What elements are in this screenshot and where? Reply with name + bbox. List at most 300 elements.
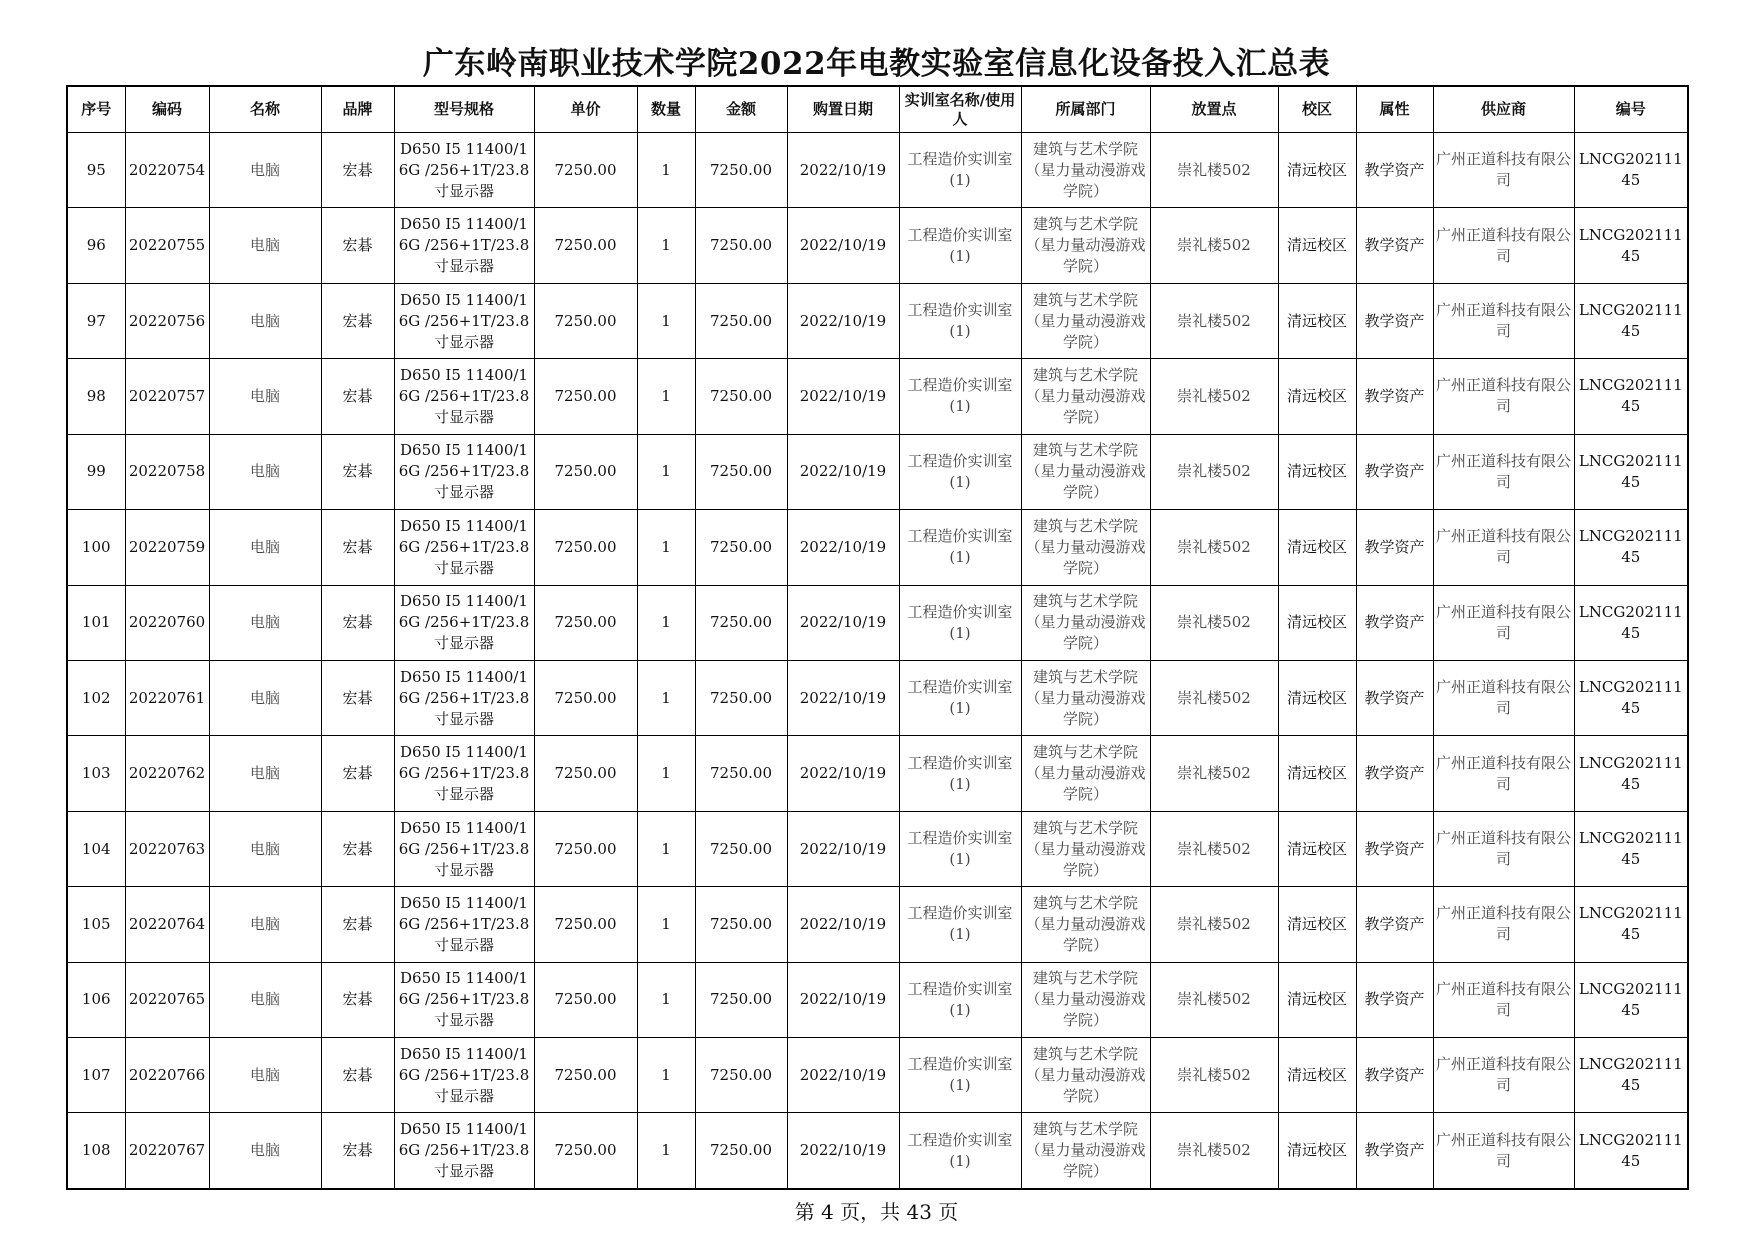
cell-col-code: [125, 283, 209, 358]
cell-text: 清远校区: [1286, 537, 1347, 556]
cell-col-number: [1574, 1113, 1688, 1189]
cell-col-quantity: [637, 359, 695, 434]
cell-text: 20220754: [128, 160, 206, 179]
cell-text: 1: [661, 1065, 671, 1084]
cell-text: 电脑: [249, 537, 280, 556]
cell-col-model: [394, 887, 534, 962]
cell-text: 电脑: [249, 839, 280, 858]
cell-text: 102: [81, 688, 111, 707]
table-row: [67, 660, 1688, 735]
cell-text: 98: [86, 386, 106, 405]
cell-text: 2022/10/19: [799, 914, 887, 933]
cell-text: 广州正道科技有限公司: [1435, 678, 1571, 718]
cell-text: 工程造价实训室(1): [907, 979, 1013, 1019]
cell-text: 电脑: [249, 311, 280, 330]
cell-col-brand: [321, 133, 394, 208]
cell-col-campus: [1278, 510, 1356, 585]
cell-text: 2022/10/19: [799, 311, 887, 330]
cell-col-model: [394, 283, 534, 358]
cell-col-name: [209, 208, 321, 283]
cell-text: 1: [661, 990, 671, 1009]
cell-text: 20220763: [128, 839, 206, 858]
cell-col-campus: [1278, 962, 1356, 1037]
cell-col-supplier: [1433, 510, 1574, 585]
cell-col-quantity: [637, 811, 695, 886]
cell-col-unit-price: [534, 359, 637, 434]
cell-col-department: [1021, 811, 1150, 886]
cell-col-index: [67, 208, 125, 283]
cell-col-name: [209, 962, 321, 1037]
cell-text: 建筑与艺术学院（星力量动漫游戏学院）: [1025, 893, 1146, 954]
cell-text: LNCG20211145: [1578, 904, 1683, 944]
cell-text: 7250.00: [554, 1141, 617, 1160]
cell-text: 教学资产: [1364, 764, 1425, 783]
cell-col-purchase-date: [787, 1038, 899, 1113]
cell-text: 101: [81, 613, 111, 632]
cell-text: 宏碁: [342, 311, 373, 330]
cell-text: 建筑与艺术学院（星力量动漫游戏学院）: [1025, 818, 1146, 879]
cell-col-supplier: [1433, 133, 1574, 208]
cell-text: 7250.00: [709, 990, 773, 1009]
cell-col-campus: [1278, 208, 1356, 283]
cell-text: 教学资产: [1364, 1065, 1425, 1084]
cell-text: 教学资产: [1364, 160, 1425, 179]
cell-text: 清远校区: [1286, 613, 1347, 632]
page-footer: 第 4 页，共 43 页: [794, 1200, 959, 1224]
cell-col-purchase-date: [787, 434, 899, 509]
cell-text: 宏碁: [342, 160, 373, 179]
cell-text: 7250.00: [554, 764, 617, 783]
cell-text: 崇礼楼502: [1177, 839, 1251, 858]
cell-col-number: [1574, 811, 1688, 886]
cell-col-brand: [321, 283, 394, 358]
cell-text: 广州正道科技有限公司: [1435, 527, 1571, 567]
cell-text: 广州正道科技有限公司: [1435, 1055, 1571, 1095]
cell-text: 宏碁: [342, 764, 373, 783]
cell-text: 宏碁: [342, 688, 373, 707]
cell-text: 2022/10/19: [799, 764, 887, 783]
cell-text: 电脑: [249, 914, 280, 933]
cell-text: 电脑: [249, 613, 280, 632]
cell-col-number: [1574, 510, 1688, 585]
table-row: [67, 510, 1688, 585]
cell-col-index: [67, 585, 125, 660]
cell-col-location: [1150, 962, 1278, 1037]
cell-text: 97: [86, 311, 106, 330]
cell-col-index: [67, 283, 125, 358]
cell-text: 广州正道科技有限公司: [1435, 376, 1571, 416]
cell-text: 电脑: [249, 386, 280, 405]
cell-text: D650 I5 11400/16G /256+1T/23.8寸显示器: [398, 1044, 530, 1105]
cell-col-name: [209, 736, 321, 811]
cell-text: 崇礼楼502: [1177, 537, 1251, 556]
cell-text: 20220760: [128, 613, 206, 632]
cell-text: 7250.00: [554, 236, 617, 255]
cell-col-attribute: [1356, 736, 1433, 811]
cell-col-name: [209, 887, 321, 962]
cell-col-attribute: [1356, 887, 1433, 962]
cell-text: D650 I5 11400/16G /256+1T/23.8寸显示器: [398, 441, 530, 502]
cell-col-attribute: [1356, 1113, 1433, 1189]
cell-col-supplier: [1433, 434, 1574, 509]
cell-text: 电脑: [249, 764, 280, 783]
cell-text: 工程造价实训室(1): [907, 1055, 1013, 1095]
cell-text: 7250.00: [554, 688, 617, 707]
cell-text: 1: [661, 839, 671, 858]
cell-col-code: [125, 1038, 209, 1113]
cell-col-attribute: [1356, 359, 1433, 434]
cell-col-amount: [695, 736, 787, 811]
table-row: [67, 283, 1688, 358]
cell-text: 教学资产: [1364, 613, 1425, 632]
cell-col-campus: [1278, 1038, 1356, 1113]
cell-col-model: [394, 133, 534, 208]
cell-text: 7250.00: [709, 1065, 773, 1084]
cell-col-code: [125, 208, 209, 283]
cell-text: 7250.00: [554, 613, 617, 632]
cell-col-code: [125, 736, 209, 811]
cell-text: LNCG20211145: [1578, 753, 1683, 793]
cell-text: 宏碁: [342, 537, 373, 556]
cell-text: D650 I5 11400/16G /256+1T/23.8寸显示器: [398, 893, 530, 954]
cell-col-quantity: [637, 208, 695, 283]
cell-col-quantity: [637, 133, 695, 208]
cell-text: 教学资产: [1364, 914, 1425, 933]
cell-col-room: [899, 811, 1021, 886]
cell-col-unit-price: [534, 887, 637, 962]
cell-col-attribute: [1356, 660, 1433, 735]
cell-text: 7250.00: [554, 839, 617, 858]
cell-col-room: [899, 1038, 1021, 1113]
cell-col-department: [1021, 1038, 1150, 1113]
header-col-department: 所属部门: [1021, 86, 1150, 133]
table-row: [67, 208, 1688, 283]
cell-col-supplier: [1433, 962, 1574, 1037]
cell-col-brand: [321, 1038, 394, 1113]
table-row: [67, 1113, 1688, 1189]
cell-text: 广州正道科技有限公司: [1435, 753, 1571, 793]
cell-text: 工程造价实训室(1): [907, 829, 1013, 868]
cell-text: LNCG20211145: [1578, 829, 1683, 868]
cell-text: 7250.00: [709, 236, 773, 255]
cell-text: 教学资产: [1364, 311, 1425, 330]
cell-col-name: [209, 359, 321, 434]
cell-text: 清远校区: [1286, 1065, 1347, 1084]
cell-text: 7250.00: [554, 914, 617, 933]
cell-text: 100: [81, 537, 111, 556]
cell-text: D650 I5 11400/16G /256+1T/23.8寸显示器: [398, 215, 530, 276]
cell-text: LNCG20211145: [1578, 150, 1683, 190]
cell-text: 建筑与艺术学院（星力量动漫游戏学院）: [1025, 139, 1146, 200]
cell-col-model: [394, 208, 534, 283]
cell-col-number: [1574, 585, 1688, 660]
cell-col-code: [125, 133, 209, 208]
cell-text: 工程造价实训室(1): [907, 527, 1013, 567]
cell-col-campus: [1278, 434, 1356, 509]
cell-text: 20220759: [128, 537, 206, 556]
cell-col-supplier: [1433, 585, 1574, 660]
cell-col-unit-price: [534, 283, 637, 358]
cell-text: 1: [661, 160, 671, 179]
cell-col-number: [1574, 133, 1688, 208]
cell-text: 20220761: [128, 688, 206, 707]
cell-col-campus: [1278, 1113, 1356, 1189]
header-col-number: 编号: [1574, 86, 1688, 133]
cell-col-unit-price: [534, 660, 637, 735]
cell-col-department: [1021, 359, 1150, 434]
cell-col-number: [1574, 962, 1688, 1037]
cell-text: 宏碁: [342, 386, 373, 405]
cell-text: 建筑与艺术学院（星力量动漫游戏学院）: [1025, 365, 1146, 426]
cell-col-department: [1021, 962, 1150, 1037]
cell-col-room: [899, 887, 1021, 962]
header-col-code: 编码: [125, 86, 209, 133]
cell-col-model: [394, 660, 534, 735]
cell-col-code: [125, 1113, 209, 1189]
cell-text: 建筑与艺术学院（星力量动漫游戏学院）: [1025, 516, 1146, 577]
cell-col-room: [899, 359, 1021, 434]
cell-col-location: [1150, 510, 1278, 585]
cell-text: 广州正道科技有限公司: [1435, 225, 1571, 265]
table-row: [67, 133, 1688, 208]
cell-col-attribute: [1356, 962, 1433, 1037]
cell-text: 108: [81, 1141, 111, 1160]
cell-text: 95: [86, 160, 106, 179]
header-col-supplier: 供应商: [1433, 86, 1574, 133]
cell-col-model: [394, 1113, 534, 1189]
cell-text: LNCG20211145: [1578, 225, 1683, 265]
cell-text: 工程造价实训室(1): [907, 301, 1013, 341]
cell-col-purchase-date: [787, 133, 899, 208]
cell-text: 教学资产: [1364, 688, 1425, 707]
header-row: [67, 86, 1688, 133]
cell-text: 工程造价实训室(1): [907, 904, 1013, 944]
cell-text: 20220758: [128, 462, 206, 481]
cell-text: 1: [661, 462, 671, 481]
cell-col-quantity: [637, 1113, 695, 1189]
cell-col-attribute: [1356, 1038, 1433, 1113]
cell-col-department: [1021, 585, 1150, 660]
cell-text: D650 I5 11400/16G /256+1T/23.8寸显示器: [398, 139, 530, 200]
cell-col-model: [394, 510, 534, 585]
cell-text: 2022/10/19: [799, 613, 887, 632]
cell-text: 7250.00: [709, 386, 773, 405]
cell-col-room: [899, 133, 1021, 208]
cell-col-campus: [1278, 133, 1356, 208]
cell-col-department: [1021, 208, 1150, 283]
cell-text: 广州正道科技有限公司: [1435, 979, 1571, 1019]
cell-text: D650 I5 11400/16G /256+1T/23.8寸显示器: [398, 365, 530, 426]
cell-col-location: [1150, 208, 1278, 283]
cell-col-index: [67, 434, 125, 509]
cell-col-name: [209, 811, 321, 886]
cell-col-campus: [1278, 811, 1356, 886]
cell-text: 7250.00: [554, 537, 617, 556]
cell-col-amount: [695, 887, 787, 962]
cell-col-supplier: [1433, 660, 1574, 735]
cell-text: 崇礼楼502: [1177, 1141, 1251, 1160]
cell-text: 教学资产: [1364, 537, 1425, 556]
cell-text: 清远校区: [1286, 688, 1347, 707]
cell-col-index: [67, 1113, 125, 1189]
cell-col-quantity: [637, 660, 695, 735]
cell-col-location: [1150, 811, 1278, 886]
cell-col-code: [125, 359, 209, 434]
cell-text: 7250.00: [709, 462, 773, 481]
cell-col-location: [1150, 133, 1278, 208]
cell-col-model: [394, 962, 534, 1037]
cell-col-purchase-date: [787, 208, 899, 283]
table-row: [67, 585, 1688, 660]
cell-text: 7250.00: [709, 1141, 773, 1160]
cell-text: 20220755: [128, 236, 206, 255]
cell-col-brand: [321, 736, 394, 811]
cell-text: 7250.00: [709, 914, 773, 933]
cell-text: 20220756: [128, 311, 206, 330]
cell-col-index: [67, 359, 125, 434]
cell-text: 清远校区: [1286, 839, 1347, 858]
cell-text: LNCG20211145: [1578, 979, 1683, 1019]
cell-col-attribute: [1356, 208, 1433, 283]
cell-col-location: [1150, 887, 1278, 962]
cell-text: 1: [661, 236, 671, 255]
cell-text: 宏碁: [342, 1065, 373, 1084]
cell-col-brand: [321, 434, 394, 509]
cell-text: D650 I5 11400/16G /256+1T/23.8寸显示器: [398, 969, 530, 1030]
cell-col-supplier: [1433, 1113, 1574, 1189]
cell-col-location: [1150, 736, 1278, 811]
cell-text: 2022/10/19: [799, 236, 887, 255]
header-col-model: 型号规格: [394, 86, 534, 133]
cell-text: 清远校区: [1286, 764, 1347, 783]
cell-col-amount: [695, 1038, 787, 1113]
cell-text: 107: [81, 1065, 111, 1084]
cell-text: LNCG20211145: [1578, 376, 1683, 416]
table-row: [67, 736, 1688, 811]
cell-text: 1: [661, 613, 671, 632]
cell-col-room: [899, 283, 1021, 358]
cell-text: D650 I5 11400/16G /256+1T/23.8寸显示器: [398, 592, 530, 653]
cell-col-name: [209, 133, 321, 208]
cell-text: 96: [86, 236, 106, 255]
cell-col-department: [1021, 133, 1150, 208]
cell-text: 宏碁: [342, 914, 373, 933]
cell-text: 宏碁: [342, 990, 373, 1009]
cell-col-name: [209, 283, 321, 358]
cell-col-number: [1574, 434, 1688, 509]
cell-col-department: [1021, 736, 1150, 811]
cell-text: 7250.00: [709, 537, 773, 556]
cell-col-name: [209, 434, 321, 509]
cell-col-department: [1021, 510, 1150, 585]
cell-text: 教学资产: [1364, 1141, 1425, 1160]
cell-col-brand: [321, 887, 394, 962]
cell-col-purchase-date: [787, 962, 899, 1037]
cell-text: 7250.00: [709, 839, 773, 858]
cell-col-room: [899, 1113, 1021, 1189]
cell-text: 清远校区: [1286, 462, 1347, 481]
cell-text: 电脑: [249, 990, 280, 1009]
cell-col-campus: [1278, 585, 1356, 660]
cell-text: LNCG20211145: [1578, 1055, 1683, 1095]
cell-col-department: [1021, 660, 1150, 735]
cell-col-amount: [695, 510, 787, 585]
cell-text: LNCG20211145: [1578, 527, 1683, 567]
cell-text: 建筑与艺术学院（星力量动漫游戏学院）: [1025, 1120, 1146, 1181]
cell-col-amount: [695, 434, 787, 509]
cell-text: 电脑: [249, 462, 280, 481]
cell-text: 教学资产: [1364, 990, 1425, 1009]
cell-col-quantity: [637, 1038, 695, 1113]
cell-col-location: [1150, 359, 1278, 434]
header-col-location: 放置点: [1150, 86, 1278, 133]
cell-text: 工程造价实训室(1): [907, 376, 1013, 416]
cell-text: 1: [661, 537, 671, 556]
cell-col-number: [1574, 283, 1688, 358]
cell-text: 建筑与艺术学院（星力量动漫游戏学院）: [1025, 215, 1146, 276]
cell-col-attribute: [1356, 811, 1433, 886]
header-col-amount: 金额: [695, 86, 787, 133]
cell-col-name: [209, 1113, 321, 1189]
cell-text: 崇礼楼502: [1177, 1065, 1251, 1084]
cell-col-purchase-date: [787, 359, 899, 434]
cell-col-amount: [695, 208, 787, 283]
cell-col-quantity: [637, 585, 695, 660]
table-body: [67, 133, 1688, 1190]
cell-text: 广州正道科技有限公司: [1435, 904, 1571, 944]
cell-text: 建筑与艺术学院（星力量动漫游戏学院）: [1025, 667, 1146, 728]
cell-col-index: [67, 811, 125, 886]
cell-text: 2022/10/19: [799, 990, 887, 1009]
cell-col-room: [899, 660, 1021, 735]
cell-col-unit-price: [534, 736, 637, 811]
cell-text: D650 I5 11400/16G /256+1T/23.8寸显示器: [398, 743, 530, 804]
cell-text: 7250.00: [709, 613, 773, 632]
cell-col-purchase-date: [787, 1113, 899, 1189]
cell-text: 建筑与艺术学院（星力量动漫游戏学院）: [1025, 290, 1146, 351]
cell-col-room: [899, 208, 1021, 283]
cell-col-location: [1150, 585, 1278, 660]
cell-text: 工程造价实训室(1): [907, 1130, 1013, 1170]
cell-text: 崇礼楼502: [1177, 613, 1251, 632]
cell-text: LNCG20211145: [1578, 678, 1683, 718]
cell-text: 电脑: [249, 160, 280, 179]
cell-text: D650 I5 11400/16G /256+1T/23.8寸显示器: [398, 667, 530, 728]
cell-col-code: [125, 660, 209, 735]
cell-col-attribute: [1356, 283, 1433, 358]
cell-col-brand: [321, 1113, 394, 1189]
cell-text: 建筑与艺术学院（星力量动漫游戏学院）: [1025, 1044, 1146, 1105]
cell-text: 1: [661, 1141, 671, 1160]
cell-col-index: [67, 887, 125, 962]
cell-text: 20220764: [128, 914, 206, 933]
cell-col-room: [899, 962, 1021, 1037]
table-row: [67, 962, 1688, 1037]
cell-text: 2022/10/19: [799, 462, 887, 481]
cell-text: 崇礼楼502: [1177, 990, 1251, 1009]
cell-text: 电脑: [249, 236, 280, 255]
cell-text: 工程造价实训室(1): [907, 150, 1013, 190]
table-header: [67, 86, 1688, 133]
cell-col-unit-price: [534, 811, 637, 886]
cell-col-amount: [695, 359, 787, 434]
cell-text: 7250.00: [554, 462, 617, 481]
cell-text: 宏碁: [342, 1141, 373, 1160]
cell-text: 工程造价实训室(1): [907, 225, 1013, 265]
table-row: [67, 811, 1688, 886]
cell-col-brand: [321, 585, 394, 660]
cell-text: 清远校区: [1286, 236, 1347, 255]
